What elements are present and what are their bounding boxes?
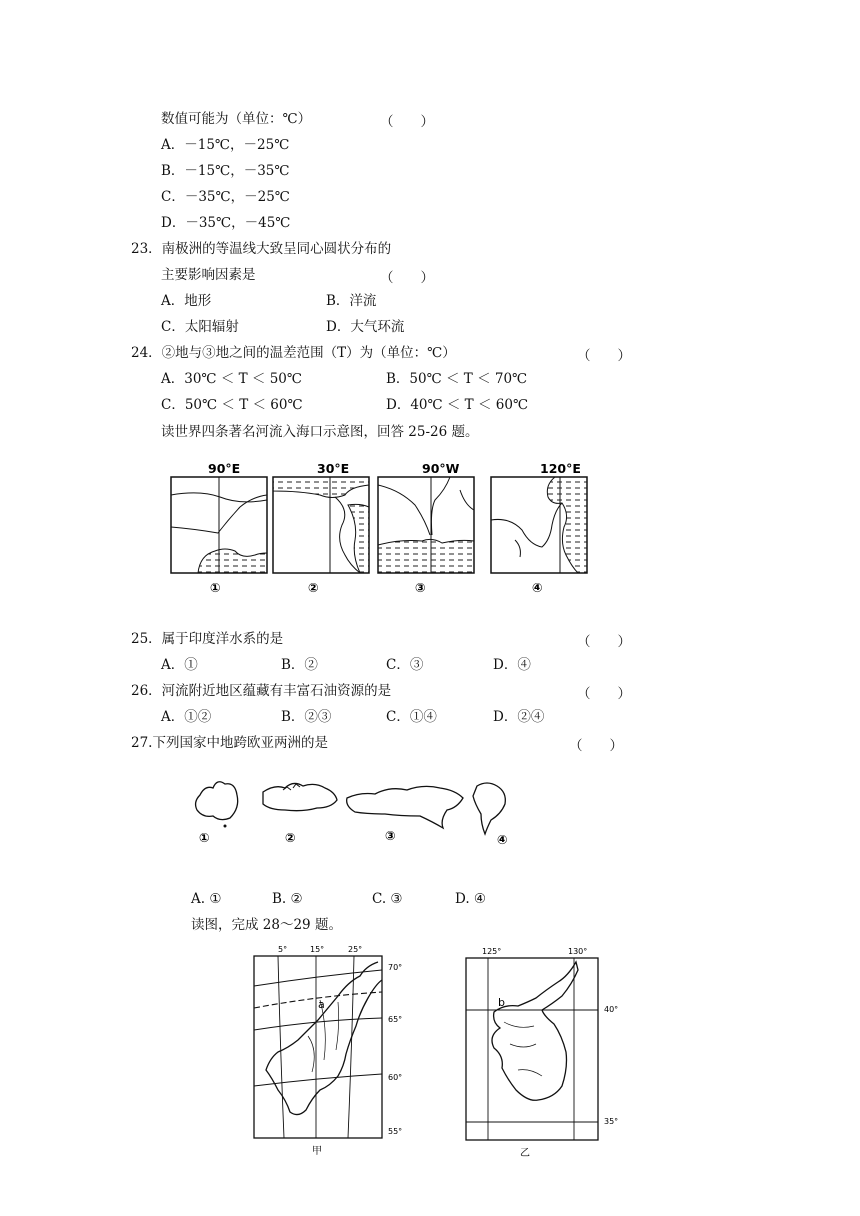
q25-option-d: D．④ <box>493 657 531 673</box>
map1-longitude: 90°E <box>208 461 241 476</box>
map2-longitude: 30°E <box>317 461 350 476</box>
q23-option-d: D．大气环流 <box>326 319 405 335</box>
map4-marker: ④ <box>532 580 543 595</box>
australia-outline <box>196 782 238 820</box>
q24-option-c: C．50℃ ＜ T ＜ 60℃ <box>161 397 303 413</box>
q24-option-b: B．50℃ ＜ T ＜ 70℃ <box>386 371 528 387</box>
river-mouth-maps <box>160 455 600 600</box>
q23-option-b: B．洋流 <box>326 293 377 309</box>
country-outlines <box>185 770 525 850</box>
q22-answer-paren: （ ） <box>380 114 434 130</box>
q27-stem: 27.下列国家中地跨欧亚两洲的是 <box>131 735 328 751</box>
q22-option-c: C．－35℃，－25℃ <box>161 189 290 205</box>
yi-point-b: b <box>498 996 505 1009</box>
russia-outline <box>347 786 463 828</box>
q25-option-b: B．② <box>281 657 318 673</box>
q23-option-a: A．地形 <box>161 293 212 309</box>
river-map-1 <box>171 461 267 595</box>
q23-answer-paren: （ ） <box>380 270 434 286</box>
q26-option-d: D．②④ <box>493 709 545 725</box>
country-marker-2: ② <box>285 830 296 845</box>
jia-point-a: a <box>318 998 325 1011</box>
q27-option-b: B. ② <box>272 891 303 907</box>
jia-lon-25: 25° <box>348 945 363 954</box>
map-jia <box>248 940 418 1160</box>
q24-option-a: A．30℃ ＜ T ＜ 50℃ <box>161 371 302 387</box>
canada-outline <box>263 783 337 810</box>
country-marker-1: ① <box>199 830 210 845</box>
q25-option-a: A．① <box>161 657 198 673</box>
q27-option-a: A. ① <box>191 891 222 907</box>
jia-lon-5: 5° <box>278 945 288 954</box>
q25-option-c: C．③ <box>386 657 424 673</box>
q25-answer-paren: （ ） <box>577 634 631 650</box>
map4-longitude: 120°E <box>540 461 581 476</box>
yi-lat-40: 40° <box>604 1005 619 1014</box>
jia-lat-60: 60° <box>388 1073 403 1082</box>
yi-lon-130: 130° <box>568 947 588 956</box>
yi-lat-35: 35° <box>604 1117 619 1126</box>
q27-option-c: C. ③ <box>372 891 403 907</box>
river-map-4 <box>491 461 587 595</box>
q27-answer-paren: （ ） <box>569 738 623 754</box>
q23-stem: 23．南极洲的等温线大致呈同心圆状分布的 <box>131 241 392 257</box>
jia-caption: 甲 <box>312 1146 322 1157</box>
map2-marker: ② <box>308 580 319 595</box>
q22-option-d: D．－35℃，－45℃ <box>161 215 291 231</box>
south-america-outline <box>473 783 505 834</box>
map1-marker: ① <box>210 580 221 595</box>
river-map-3 <box>378 461 474 595</box>
q23-stem-line2: 主要影响因素是 <box>161 267 256 283</box>
map3-marker: ③ <box>415 580 426 595</box>
jia-lat-65: 65° <box>388 1015 403 1024</box>
jia-lat-55: 55° <box>388 1127 403 1136</box>
q27-option-d: D. ④ <box>455 891 487 907</box>
q26-option-a: A．①② <box>161 709 212 725</box>
rivers-intro: 读世界四条著名河流入海口示意图，回答 25-26 题。 <box>161 424 479 440</box>
q25-stem: 25．属于印度洋水系的是 <box>131 631 284 647</box>
q23-option-c: C．太阳辐射 <box>161 319 239 335</box>
map-yi <box>458 940 628 1160</box>
jia-lon-15: 15° <box>310 945 325 954</box>
q26-option-b: B．②③ <box>281 709 332 725</box>
q22-option-b: B．－15℃，－35℃ <box>161 163 290 179</box>
river-map-2 <box>273 461 369 595</box>
q26-answer-paren: （ ） <box>577 686 631 702</box>
q26-stem: 26．河流附近地区蕴藏有丰富石油资源的是 <box>131 683 392 699</box>
maps-intro: 读图，完成 28～29 题。 <box>191 917 342 933</box>
country-marker-3: ③ <box>385 828 396 843</box>
q24-option-d: D．40℃ ＜ T ＜ 60℃ <box>386 397 529 413</box>
q22-option-a: A．－15℃，－25℃ <box>161 137 290 153</box>
yi-lon-125: 125° <box>482 947 502 956</box>
q24-answer-paren: （ ） <box>577 348 631 364</box>
jia-lat-70: 70° <box>388 963 403 972</box>
q26-option-c: C．①④ <box>386 709 437 725</box>
yi-caption: 乙 <box>520 1148 530 1159</box>
q22-stem-cont: 数值可能为（单位：℃） <box>161 111 312 127</box>
map3-longitude: 90°W <box>422 461 460 476</box>
country-marker-4: ④ <box>497 832 508 847</box>
q24-stem: 24．②地与③地之间的温差范围（T）为（单位：℃） <box>131 345 456 361</box>
